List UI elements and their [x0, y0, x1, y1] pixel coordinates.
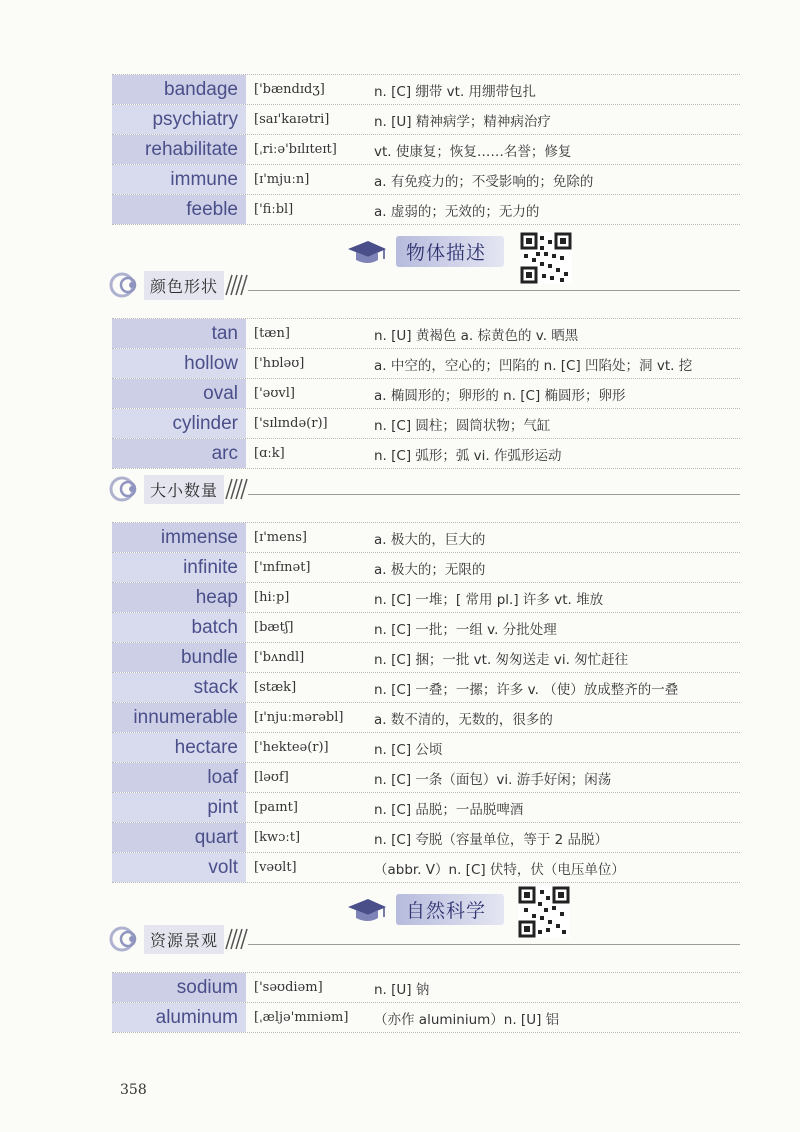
vocab-row: [112, 703, 740, 733]
vocab-word: bundle: [112, 643, 246, 672]
vocab-phonetic: ['sɪlɪndə(r)]: [254, 416, 328, 431]
page-number: 358: [120, 1082, 147, 1098]
vocab-row: [112, 74, 740, 105]
vocab-row: [112, 522, 740, 553]
vocab-row: [112, 439, 740, 469]
vocab-phonetic: [ɑːk]: [254, 446, 285, 461]
vocab-word: volt: [112, 853, 246, 882]
vocab-row: [112, 793, 740, 823]
vocab-word: rehabilitate: [112, 135, 246, 164]
vocab-table-medical: [112, 74, 740, 225]
vocab-phonetic: ['hɒləʊ]: [254, 356, 305, 371]
vocab-table-size-quantity: [112, 522, 740, 883]
subsection-title: 资源景观: [144, 925, 224, 954]
vocab-row: [112, 673, 740, 703]
section-header-natural-science: [344, 894, 504, 925]
vocab-row: [112, 733, 740, 763]
vocab-definition: n. [C] 一叠；一摞；许多 v. （使）放成整齐的一叠: [374, 681, 679, 698]
vocab-phonetic: ['səʊdiəm]: [254, 980, 323, 995]
vocab-definition: n. [C] 捆；一批 vt. 匆匆送走 vi. 匆忙赶往: [374, 651, 629, 668]
vocab-word: arc: [112, 439, 246, 468]
vocab-row: [112, 823, 740, 853]
vocab-row: [112, 643, 740, 673]
vocab-phonetic: [vəʊlt]: [254, 860, 297, 875]
vocab-definition: a. 极大的，巨大的: [374, 531, 486, 548]
vocab-phonetic: ['əʊvl]: [254, 386, 295, 401]
vocab-word: bandage: [112, 75, 246, 104]
vocab-row: [112, 583, 740, 613]
vocab-row: [112, 379, 740, 409]
vocab-word: aluminum: [112, 1003, 246, 1032]
section-title: 物体描述: [396, 236, 504, 267]
vocab-definition: n. [C] 圆柱；圆筒状物；气缸: [374, 417, 551, 434]
vocab-table-resources: [112, 972, 740, 1033]
vocab-row: [112, 553, 740, 583]
subsection-header-color-shape: [108, 270, 740, 300]
vocab-phonetic: ['bʌndl]: [254, 650, 305, 665]
vocab-word: tan: [112, 319, 246, 348]
vocab-word: batch: [112, 613, 246, 642]
vocab-definition: a. 虚弱的；无效的；无力的: [374, 203, 540, 220]
vocab-phonetic: [ɪ'mens]: [254, 530, 307, 545]
vocab-definition: n. [C] 绷带 vt. 用绷带包扎: [374, 83, 537, 100]
vocab-definition: vt. 使康复；恢复……名誉；修复: [374, 143, 572, 160]
vocab-row: [112, 972, 740, 1003]
graduation-cap-icon: [344, 895, 388, 925]
vocab-word: quart: [112, 823, 246, 852]
vocab-word: stack: [112, 673, 246, 702]
vocab-word: innumerable: [112, 703, 246, 732]
vocab-phonetic: ['fiːbl]: [254, 202, 294, 217]
vocab-row: [112, 853, 740, 883]
vocab-phonetic: ['ɪnfɪnət]: [254, 560, 311, 575]
vocab-phonetic: [bætʃ]: [254, 620, 294, 635]
vocab-word: feeble: [112, 195, 246, 224]
subsection-header-size-quantity: [108, 474, 740, 504]
vocab-word: immense: [112, 523, 246, 552]
vocab-definition: （abbr. V）n. [C] 伏特，伏（电压单位）: [374, 861, 625, 878]
vocab-word: immune: [112, 165, 246, 194]
subsection-title: 大小数量: [144, 475, 224, 504]
vocab-word: hollow: [112, 349, 246, 378]
vocab-table-color-shape: [112, 318, 740, 469]
vocab-phonetic: [paɪnt]: [254, 800, 298, 815]
vocab-phonetic: [kwɔːt]: [254, 830, 301, 845]
vocab-definition: a. 数不清的，无数的，很多的: [374, 711, 553, 728]
vocab-phonetic: [ˌriːə'bɪlɪteɪt]: [254, 142, 337, 157]
vocab-word: cylinder: [112, 409, 246, 438]
vocab-definition: n. [U] 钠: [374, 981, 430, 998]
vocab-definition: n. [C] 一条（面包）vi. 游手好闲；闲荡: [374, 771, 612, 788]
vocab-row: [112, 613, 740, 643]
vocab-row: [112, 349, 740, 379]
graduation-cap-icon: [344, 237, 388, 267]
swirl-icon: [108, 270, 144, 300]
vocab-definition: a. 有免疫力的；不受影响的；免除的: [374, 173, 594, 190]
vocab-word: loaf: [112, 763, 246, 792]
swirl-icon: [108, 474, 144, 504]
swirl-icon: [108, 924, 144, 954]
vocab-word: pint: [112, 793, 246, 822]
vocab-phonetic: [ˌæljə'mɪniəm]: [254, 1010, 349, 1025]
vocab-phonetic: ['bændɪdʒ]: [254, 82, 325, 97]
vocab-definition: n. [C] 公顷: [374, 741, 443, 758]
vocab-definition: n. [C] 一批；一组 v. 分批处理: [374, 621, 557, 638]
vocab-definition: a. 椭圆形的；卵形的 n. [C] 椭圆形；卵形: [374, 387, 626, 404]
vocab-word: sodium: [112, 973, 246, 1002]
vocab-definition: a. 极大的；无限的: [374, 561, 486, 578]
divider: [248, 290, 740, 291]
vocab-phonetic: [saɪ'kaɪətri]: [254, 112, 330, 127]
vocab-word: hectare: [112, 733, 246, 762]
section-title: 自然科学: [396, 894, 504, 925]
vocab-phonetic: [ɪ'mjuːn]: [254, 172, 310, 187]
vocab-definition: n. [U] 精神病学；精神病治疗: [374, 113, 551, 130]
vocab-row: [112, 318, 740, 349]
vocab-definition: n. [C] 品脱；一品脱啤酒: [374, 801, 524, 818]
vocab-row: [112, 763, 740, 793]
vocab-row: [112, 1003, 740, 1033]
hatch-icon: [224, 273, 248, 297]
vocab-definition: a. 中空的，空心的；凹陷的 n. [C] 凹陷处；洞 vt. 挖: [374, 357, 693, 374]
vocab-phonetic: ['hekteə(r)]: [254, 740, 329, 755]
vocab-word: psychiatry: [112, 105, 246, 134]
vocab-phonetic: [ləʊf]: [254, 770, 289, 785]
vocab-definition: n. [C] 弧形；弧 vi. 作弧形运动: [374, 447, 562, 464]
vocab-definition: n. [U] 黄褐色 a. 棕黄色的 v. 晒黑: [374, 327, 579, 344]
section-header-object-description: [344, 236, 504, 267]
vocab-phonetic: [stæk]: [254, 680, 297, 695]
vocab-row: [112, 195, 740, 225]
hatch-icon: [224, 927, 248, 951]
vocab-definition: （亦作 aluminium）n. [U] 铝: [374, 1011, 560, 1028]
subsection-header-resources-landscape: [108, 924, 740, 954]
vocab-definition: n. [C] 夸脱（容量单位，等于 2 品脱）: [374, 831, 609, 848]
vocab-row: [112, 409, 740, 439]
vocab-row: [112, 165, 740, 195]
vocab-word: infinite: [112, 553, 246, 582]
divider: [248, 494, 740, 495]
divider: [248, 944, 740, 945]
vocab-row: [112, 135, 740, 165]
vocab-word: oval: [112, 379, 246, 408]
vocab-row: [112, 105, 740, 135]
vocab-phonetic: [tæn]: [254, 326, 290, 341]
vocab-definition: n. [C] 一堆；[ 常用 pl.] 许多 vt. 堆放: [374, 591, 604, 608]
vocab-word: heap: [112, 583, 246, 612]
vocab-phonetic: [hiːp]: [254, 590, 290, 605]
subsection-title: 颜色形状: [144, 271, 224, 300]
vocab-phonetic: [ɪ'njuːmərəbl]: [254, 710, 344, 725]
hatch-icon: [224, 477, 248, 501]
